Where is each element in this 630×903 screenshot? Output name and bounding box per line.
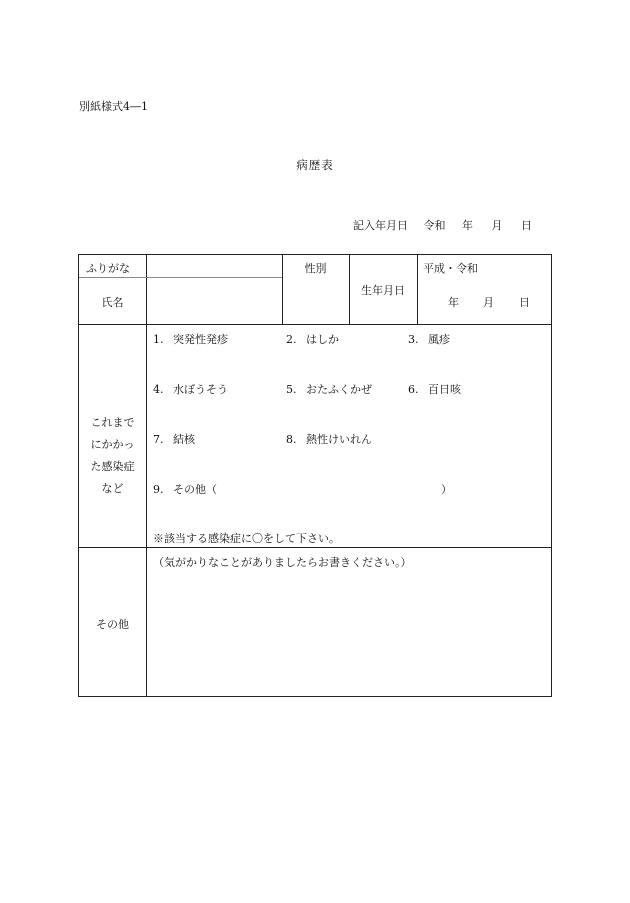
other-note: （気がかりなことがありましたらお書きください。） (153, 556, 412, 569)
entry-date-era: 令和 (423, 219, 446, 232)
infections-label-line: た感染症 (90, 460, 135, 473)
disease-number: 5. (286, 383, 297, 396)
disease-number: 4. (153, 383, 164, 396)
form-number: 別紙様式4―1 (79, 100, 148, 113)
disease-name: 結核 (173, 433, 195, 446)
disease-item[interactable] (286, 381, 372, 397)
disease-item[interactable] (408, 331, 450, 347)
disease-name: 風疹 (428, 333, 450, 346)
disease-name: 水ぼうそう (173, 383, 228, 396)
name-label: 氏名 (101, 296, 124, 309)
disease-number: 2. (286, 333, 297, 346)
birth-day: 日 (519, 296, 530, 309)
disease-item[interactable] (408, 381, 461, 397)
disease-item[interactable] (153, 381, 228, 397)
disease-name: 突発性発疹 (173, 333, 228, 346)
entry-date-month: 月 (491, 219, 503, 232)
entry-date-day: 日 (521, 219, 532, 232)
infections-label-line: など (101, 482, 124, 495)
birthdate-label: 生年月日 (361, 284, 405, 297)
disease-name: はしか (306, 333, 339, 346)
disease-item[interactable] (286, 431, 372, 447)
infections-label-line: にかかっ (90, 438, 135, 451)
birthdate-era: 平成・令和 (423, 262, 478, 275)
disease-item[interactable] (153, 431, 195, 447)
disease-number: 8. (286, 433, 297, 446)
entry-date-label: 記入年月日 (353, 219, 408, 232)
disease-item-other[interactable] (153, 481, 217, 497)
entry-date-line (353, 217, 532, 233)
disease-item[interactable] (286, 331, 339, 347)
infections-label-line: これまで (90, 416, 135, 429)
other-disease-close-paren: ） (441, 483, 452, 496)
disease-number: 1. (153, 333, 164, 346)
disease-item[interactable] (153, 331, 228, 347)
medical-history-table (78, 254, 552, 697)
infections-label (79, 412, 146, 500)
instruction-note: ※該当する感染症に〇をして下さい。 (153, 532, 340, 545)
furigana-label: ふりがな (86, 262, 130, 275)
disease-name: その他（ (173, 483, 217, 496)
other-label: その他 (96, 618, 129, 631)
entry-date-year: 年 (462, 219, 473, 232)
disease-name: 熱性けいれん (306, 433, 372, 446)
disease-number: 6. (408, 383, 419, 396)
disease-name: おたふくかぜ (306, 383, 372, 396)
sex-label: 性別 (304, 262, 327, 275)
birth-month: 月 (483, 296, 494, 309)
disease-number: 3. (408, 333, 419, 346)
disease-number: 7. (153, 433, 164, 446)
disease-name: 百日咳 (428, 383, 461, 396)
birth-year: 年 (448, 296, 459, 309)
disease-number: 9. (153, 483, 164, 496)
page-title: 病歴表 (296, 158, 334, 172)
